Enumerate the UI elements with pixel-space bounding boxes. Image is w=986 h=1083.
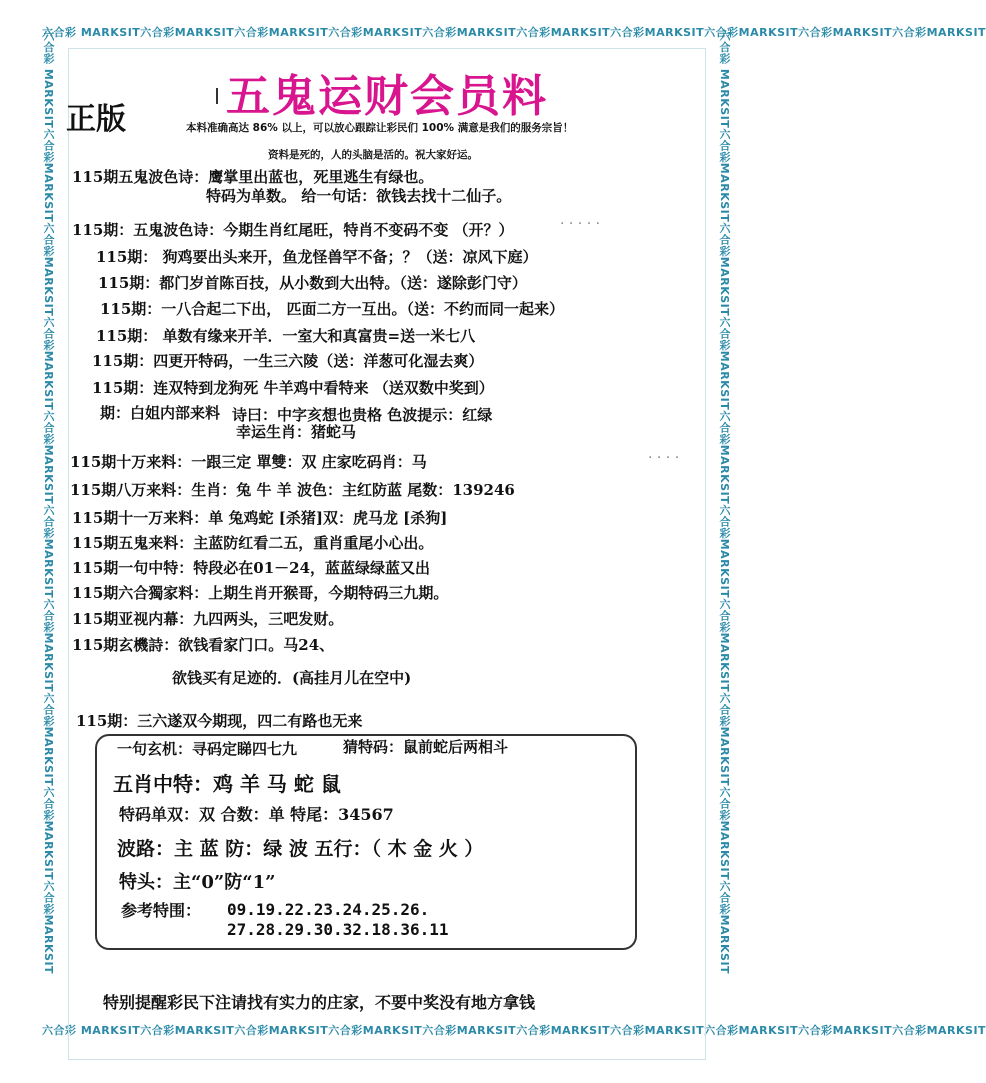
border-left: 六合彩 MARKSIT六合彩MARKSIT六合彩MARKSIT六合彩MARKSIT六合彩MARKSIT六合彩MARKSIT六合彩MARKSIT六合彩MARKSIT六合彩MARKSIT六合彩MARKSIT <box>42 30 55 975</box>
badge-zhengban: 正版 <box>66 102 126 137</box>
subtitle-accuracy: 本料准确高达 86% 以上，可以放心跟踪让彩民们 100% 满意是我们的服务宗旨！ <box>186 122 574 134</box>
line-21: 欲钱买有足迹的．(高挂月儿在空中) <box>172 669 412 687</box>
ref-label: 参考特围： <box>121 901 202 920</box>
riddle-line: 一句玄机：寻码定睇四七九 <box>117 740 298 758</box>
ref-numbers-2: 27.28.29.30.32.18.36.11 <box>227 920 449 939</box>
line-8: 115期：四更开特码，一生三六陵（送：洋葱可化湿去爽） <box>92 352 484 370</box>
danshuang-line: 特码单双：双 合数：单 特尾：34567 <box>119 805 394 824</box>
line-16: 115期五鬼来料：主蓝防红看二五，重肖重尾小心出。 <box>72 534 434 552</box>
title-mark <box>216 88 218 104</box>
line-22: 115期：三六遂双今期现，四二有路也无来 <box>76 712 363 730</box>
border-top: 六合彩 MARKSIT六合彩MARKSIT六合彩MARKSIT六合彩MARKSIT六合彩MARKSIT六合彩MARKSIT六合彩MARKSIT六合彩MARKSIT六合彩MARKSIT六合彩MARKSIT <box>42 26 986 39</box>
line-11: 诗曰：中字亥想也贵格 色波提示：红绿 <box>232 406 493 424</box>
prediction-box <box>95 734 637 950</box>
line-3: 115期：五鬼波色诗：今期生肖红尾旺，特肖不变码不变 （开？） <box>72 221 514 239</box>
line-17: 115期一句中特：特段必在01－24，蓝蓝绿绿蓝又出 <box>72 559 431 577</box>
wuxiao-line: 五肖中特：鸡 羊 马 蛇 鼠 <box>113 772 341 796</box>
guess-line: 猜特码：鼠前蛇后两相斗 <box>343 738 509 756</box>
ref-numbers-1: 09.19.22.23.24.25.26. <box>227 900 430 919</box>
page-title: 五鬼运财会员料 <box>226 71 548 122</box>
line-15: 115期十一万来料：单 兔鸡蛇 [杀猪]双：虎马龙 [杀狗] <box>72 509 448 527</box>
border-bottom: 六合彩 MARKSIT六合彩MARKSIT六合彩MARKSIT六合彩MARKSIT六合彩MARKSIT六合彩MARKSIT六合彩MARKSIT六合彩MARKSIT六合彩MARKSIT六合彩MARKSIT <box>42 1024 986 1037</box>
line-7: 115期： 单数有缘来开羊．一室大和真富贵=送一米七八 <box>96 327 476 345</box>
line-4: 115期： 狗鸡要出头来开，鱼龙怪兽罕不备；？（送：凉风下庭） <box>96 248 538 266</box>
line-9: 115期：连双特到龙狗死 牛羊鸡中看特来 （送双数中奖到） <box>92 379 494 397</box>
footer-notice: 特别提醒彩民下注请找有实力的庄家，不要中奖没有地方拿钱 <box>103 993 536 1012</box>
dots-1: . . . . . <box>560 212 601 228</box>
subtitle-luck: 资料是死的，人的头脑是活的。祝大家好运。 <box>268 149 478 161</box>
line-20: 115期玄機詩：欲钱看家门口。马24、 <box>72 636 335 654</box>
dots-2: . . . . <box>648 446 680 462</box>
line-10: 期：白姐内部来料 <box>100 404 221 422</box>
tetou-line: 特头：主“0”防“1” <box>119 872 276 893</box>
bolu-line: 波路：主 蓝 防：绿 波 五行：（ 木 金 火 ） <box>117 838 484 860</box>
line-5: 115期：都门岁首陈百技，从小数到大出特。（送：遂除彭门守） <box>98 274 527 292</box>
line-14: 115期八万来料：生肖：兔 牛 羊 波色：主红防蓝 尾数：139246 <box>70 481 515 499</box>
line-6: 115期：一八合起二下出， 匹面二方一互出。（送：不约而同一起来） <box>100 300 565 318</box>
line-2: 特码为单数。 给一句话：欲钱去找十二仙子。 <box>206 187 512 205</box>
line-19: 115期亚视内幕：九四两头，三吧发财。 <box>72 610 344 628</box>
line-1: 115期五鬼波色诗：鹰掌里出蓝也，死里逃生有绿也。 <box>72 168 434 186</box>
border-right: 六合彩 MARKSIT六合彩MARKSIT六合彩MARKSIT六合彩MARKSIT六合彩MARKSIT六合彩MARKSIT六合彩MARKSIT六合彩MARKSIT六合彩MARKSIT六合彩MARKSIT <box>718 30 731 975</box>
line-13: 115期十万来料：一跟三定 單雙：双 庄家吃码肖：马 <box>70 453 427 471</box>
line-18: 115期六合獨家料：上期生肖开猴哥，今期特码三九期。 <box>72 584 449 602</box>
line-12: 幸运生肖：猪蛇马 <box>236 423 357 441</box>
